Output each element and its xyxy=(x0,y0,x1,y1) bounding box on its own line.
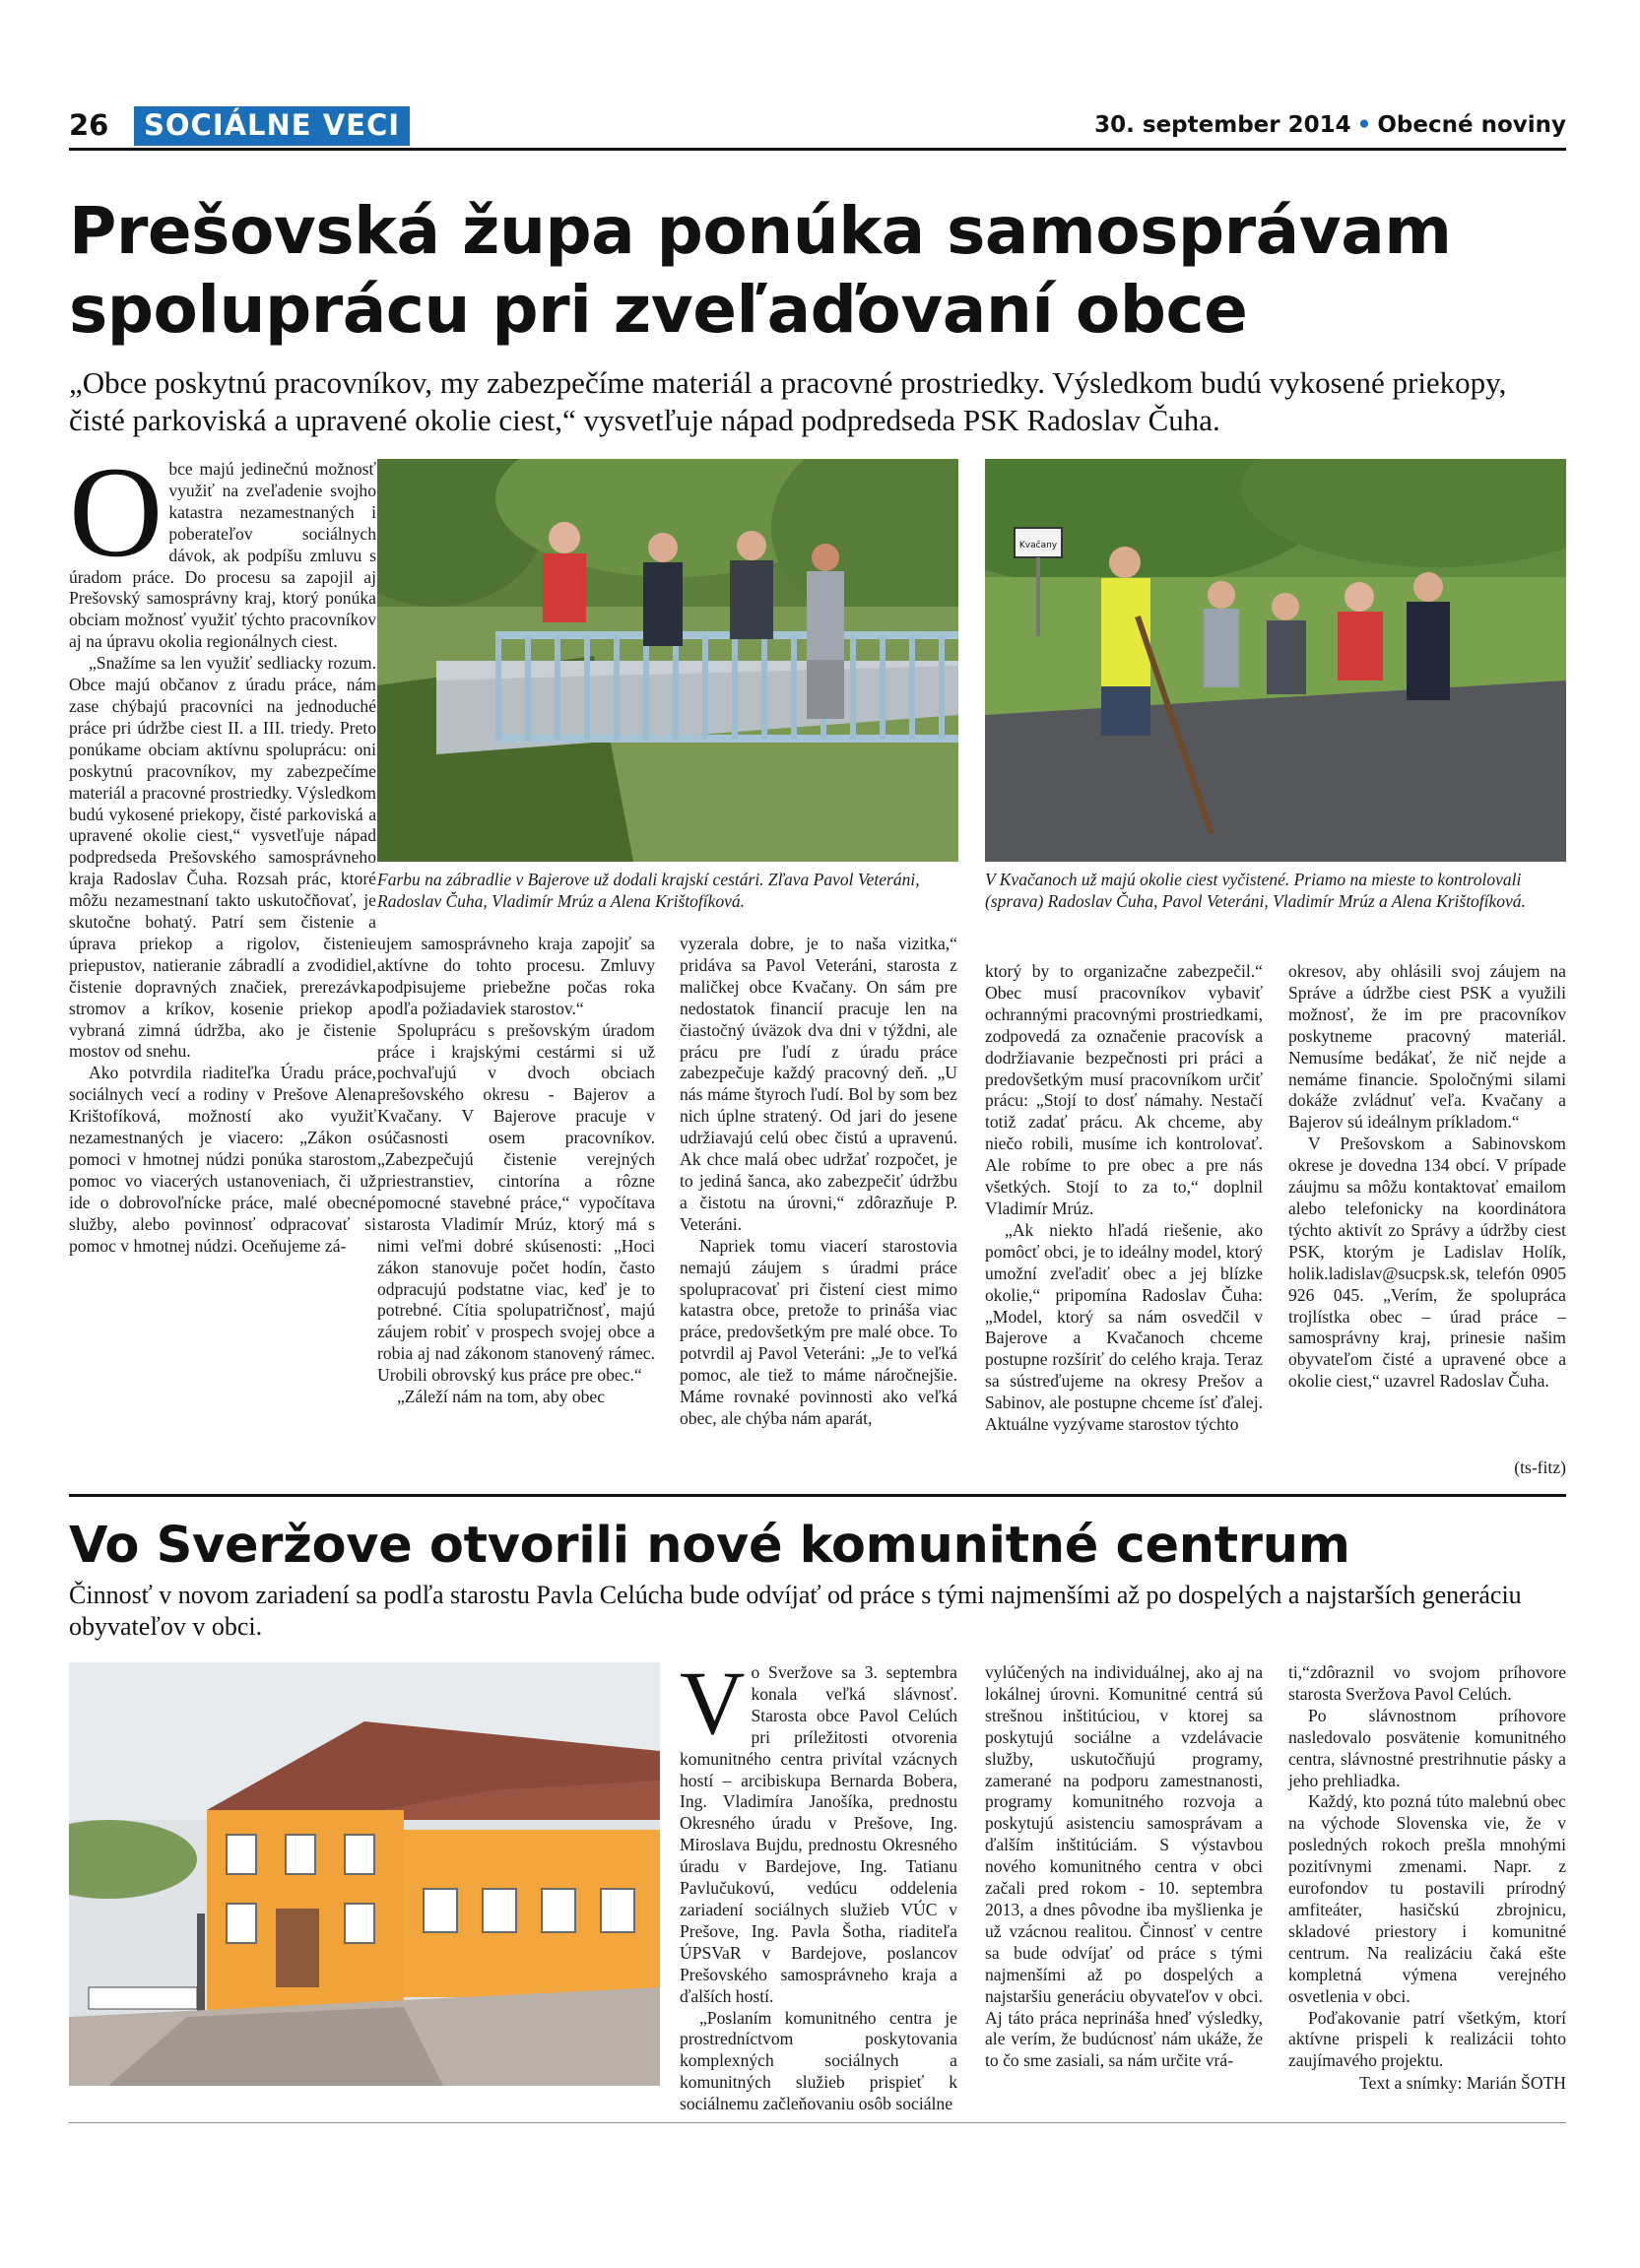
article1-column-1 xyxy=(69,439,376,1258)
article2-col1-first: o Sveržove sa 3. septembra konala veľká slávnosť. Starosta obce Pavol Celúch pri príležitosti otvorenia komunitného centra privítal vzácnych hostí – arcibiskupa Bernarda Bobera, Ing. Vladimíra Janošíka, prednostu Okresného úradu v Prešove, Ing. Miroslava Bujdu, prednostu Okresného úradu v Bardejove, Ing. Tatianu Pavlučukovú, vedúcu oddelenia zariadení sociálnych služieb VÚC v Prešove, Ing. Pavla Šotha, riaditeľa ÚPSVaR v Bardejove, poslancov Prešovského samosprávneho kraja a ďalších hostí. xyxy=(680,1662,957,2006)
article2-credit: Text a snímky: Marián ŠOTH xyxy=(1359,2073,1566,2093)
footer-rule xyxy=(69,2122,1566,2123)
road-sign-text: Kvačany xyxy=(1018,541,1058,551)
issue-info xyxy=(1094,112,1566,138)
article1-col1-first: bce majú jedinečnú možnosť využiť na zveľadenie svojho katastra nezamestnaných i poberateľov sociálnych dávok, ak podpíšu zmluvu s úradom práce. Do procesu sa zapojil aj Prešovský samosprávny kraj, ktorý ponúka obciam možnosť využiť týchto pracovníkov aj na úpravu okolia regionálnych ciest. xyxy=(69,459,376,652)
article1-col5-p2: V Prešovskom a Sabinovskom okrese je dovedna 134 obcí. V prípade záujmu sa môžu kontaktovať emailom alebo telefonicky na koordinátora týchto aktivít zo Správy a údržby ciest PSK, ktorým je Ladislav Holík, holik.ladislav@sucpsk.sk, telefón 0905 926 045. „Verím, že spolupráca trojlístka obec – úrad práce – samosprávny kraj, prinesie našim obyvateľom čisté a upravené obce a okolie ciest,“ uzavrel Radoslav Čuha. xyxy=(1288,1134,1566,1392)
header-rule xyxy=(69,148,1566,151)
article1-col1-p2: „Snažíme sa len využiť sedliacky rozum. Obce majú občanov z úradu práce, nám zase chýbajú pracovníci na jednoduché práce pri údržbe ciest II. a III. triedy. Preto ponúkame obciam aktívnu spoluprácu: oni poskytnú pracovníkov, my zabezpečíme materiál a pracovné prostriedky. Výsledkom budú vykosené priekopy, čisté parkoviská a upravené okolie ciest,“ vysvetľuje nápad podpredseda Prešovského samosprávneho kraja Radoslav Čuha. Rozsah prác, ktoré môžu nezamestnaní takto uskutočňovať, je skutočne bohatý. Patrí sem čistenie a úprava priekop a rigolov, čistenie priepustov, natieranie zábradlí a zvodidiel, čistenie dopravných značiek, prerezávka stromov a kríkov, kosenie priekop a vybraná zimná údržba, ako je čistenie mostov od snehu. xyxy=(69,653,376,1062)
article2-col3-p4: Poďakovanie patrí všetkým, ktorí aktívne prispeli k realizácii tohto zaujímavého projektu. xyxy=(1288,2007,1566,2071)
article2-column-3 xyxy=(1288,1662,1566,2072)
article1-dropcap: O xyxy=(69,439,164,584)
article1-lead: „Obce poskytnú pracovníkov, my zabezpečíme materiál a pracovné prostriedky. Výsledkom budú vykosené priekopy, čisté parkoviská a upravené okolie ciest,“ vysvetľuje nápad podpredseda PSK Radoslav Čuha. xyxy=(69,365,1507,437)
article1-column-2 xyxy=(377,934,655,1408)
page-header xyxy=(69,106,1566,150)
article1-col1-p3: Ako potvrdila riaditeľka Úradu práce, sociálnych vecí a rodiny v Prešove Alena Krištofíková, možností ako využiť nezamestnaných je viacero: „Zákon o pomoci v hmotnej núdzi ponúka starostom pomoc vo viacerých ustanoveniach, či už ide o dobrovoľnícke práce, malé obecné služby, alebo povinnosť odpracovať si pomoc v hmotnej núdzi. Oceňujeme zá- xyxy=(69,1063,376,1256)
article1-col4-p1: ktorý by to organizačne zabezpečil.“ Obec musí pracovníkov vybaviť ochrannými pracovnými prostriedkami, zodpovedá za označenie pracovísk a dodržiavanie bezpečnosti pri práci a predovšetkým musí pracovníkom určiť prácu: „Stojí to dosť námahy. Nestačí totiž zadať prácu. Ak chceme, aby niečo robili, musíme ich kontrolovať. Ale robíme to pre obec a pre nás všetkých. Stojí to za to,“ doplnil Vladimír Mrúz. xyxy=(985,961,1263,1218)
article1-headline xyxy=(69,192,1566,350)
photo-kvacany-road-image xyxy=(985,459,1566,862)
article1-col3-p1: vyzerala dobre, je to naša vizitka,“ pridáva sa Pavol Veteráni, starosta z maličkej obce Kvačany. On sám pre nedostatok financií pracuje len na čiastočný úväzok dva dni v týždni, ale prácu pre ľudí z úradu práce zabezpečuje každý pracovný deň. „U nás máme štyroch ľudí. Bol by som bez nich úplne stratený. Od jari do jesene udržiavajú celú obec čistú a upravenú. Ak chce malá obec udržať rozpočet, je to jediná šanca, ako zabezpečiť údržbu a čistotu na úrovni,“ zdôrazňuje P. Veteráni. xyxy=(680,934,957,1234)
article1-column-3 xyxy=(680,934,957,1430)
article1-credit: (ts-fitz) xyxy=(1514,1458,1566,1477)
photo-bajerov-bridge-image xyxy=(377,459,958,862)
article1-col5-p1: okresov, aby ohlásili svoj záujem na Správe a údržbe ciest PSK a využili možnosť, že im pre pracovníkov poskytneme pracovný materiál. Nemusíme bedákať, že nič nejde a nemáme financie. Spoločnými silami dokáže zvládnuť veľa. Kvačany a Bajerov sú ideálnym príkladom.“ xyxy=(1288,961,1566,1133)
article2-col2-p1: vylúčených na individuálnej, ako aj na lokálnej úrovni. Komunitné centrá sú strešnou inštitúciou, v ktorej sa poskytujú sociálne a vzdelávacie služby, uskutočňujú programy, zamerané na podporu zamestnanosti, programy komunitného rozvoja a poskytujú asistenciu samosprávam a ďalším inštitúciám. S výstavbou nového komunitného centra v obci začali pred rokom - 10. septembra 2013, a dnes pôvodne iba myšlienka je už vzácnou realitou. Činnosť v centre sa bude odvíjať od práce s tými najmenšími až po dospelých a najstaršiu generáciu obyvateľov v obci. Aj táto práca neprináša hneď výsledky, ale verím, že budúcnosť nám ukáže, že to čo sme zasiali, sa nám určite vrá- xyxy=(985,1662,1263,2071)
issue-date: 30. september 2014 xyxy=(1094,112,1351,138)
article1-col4-p2: „Ak niekto hľadá riešenie, ako pomôcť obci, je to ideálny model, ktorý umožní zveľadiť obec a jej blízke okolie,“ pripomína Radoslav Čuha: „Model, ktorý sa nám osvedčil v Bajerove a Kvačanoch chceme postupne rozšíriť do celého kraja. Teraz sa sústreďujeme na okresy Prešov a Sabinov, ale postupne chceme ísť ďalej. Aktuálne vyzývame starostov týchto xyxy=(985,1219,1263,1435)
page-number: 26 xyxy=(69,108,109,142)
article2-col3-p2: Po slávnostnom príhovore nasledovalo posvätenie komunitného centra, slávnostné prestrihnutie pásky a jeho prehliadka. xyxy=(1288,1705,1566,1790)
article1-column-4 xyxy=(985,961,1263,1436)
section-badge: SOCIÁLNE VECI xyxy=(134,106,410,146)
article1-headline-line2: spoluprácu pri zveľaďovaní obce xyxy=(69,272,1248,348)
issue-separator: • xyxy=(1356,112,1372,138)
article2-col1-p2: „Poslaním komunitného centra je prostredníctvom poskytovania komplexných sociálnych a komunitných služieb prispieť k sociálnemu začleňovaniu osôb sociálne xyxy=(680,2007,957,2114)
article2-dropcap: V xyxy=(680,1652,746,1753)
article2-column-1 xyxy=(680,1652,957,2115)
article2-lead: Činnosť v novom zariadení sa podľa starostu Pavla Celúcha bude odvíjať od práce s tými najmenšími až po dospelých a najstarších generáciu obyvateľov v obci. xyxy=(69,1581,1522,1641)
article1-col2-p3: „Záleží nám na tom, aby obec xyxy=(397,1387,606,1407)
section-divider xyxy=(69,1494,1566,1497)
photo-community-center-image xyxy=(69,1662,660,2086)
article1-headline-line1: Prešovská župa ponúka samosprávam xyxy=(69,193,1452,269)
publication-name: Obecné noviny xyxy=(1377,112,1566,138)
caption-kvacany: V Kvačanoch už majú okolie ciest vyčistené. Priamo na mieste to kontrolovali (sprava) Radoslav Čuha, Pavol Veteráni, Vladimír Mrúz a Alena Krištofíková. xyxy=(985,870,1526,911)
article1-col3-p2: Napriek tomu viacerí starostovia nemajú záujem s úradmi práce spolupracovať pri čistení ciest mimo katastra obce, pretože to prináša viac práce, predovšetkým pre malé obce. To potvrdil aj Pavol Veteráni: „Je to veľká pomoc, ale tiež to máme náročnejšie. Máme rovnaké povinnosti ako veľká obec, ale chýba nám aparát, xyxy=(680,1235,957,1428)
article1-col2-p2: Spoluprácu s prešovským úradom práce i krajskými cestármi si už pochvaľujú v dvoch obciach prešovského okresu - Bajerov a Kvačany. V Bajerove pracuje v súčasnosti osem pracovníkov. „Zabezpečujú čistenie verejných priestranstiev, cintorína a rôzne pomocné stavebné práce,“ vypočítava starosta Vladimír Mrúz, ktorý má s nimi veľmi dobré skúsenosti: „Hoci zákon stanovuje počet hodín, často odpracujú podstatne viac, keď je to potrebné. Cítia spolupatričnosť, majú záujem robiť v prospech svojej obce a robia aj nad zákonom stanovený rámec. Urobili obrovský kus práce pre obec.“ xyxy=(377,1019,655,1386)
photo-community-center xyxy=(69,1662,660,2086)
article2-col3-p1: ti,“zdôraznil vo svojom príhovore starosta Sveržova Pavol Celúch. xyxy=(1288,1662,1566,1704)
article1-column-5 xyxy=(1288,961,1566,1393)
article2-col3-p3: Každý, kto pozná túto malebnú obec na východe Slovenska vie, že v posledných rokoch prešla mnohými pozitívnymi zmenami. Napr. z eurofondov tu postavili prírodný amfiteáter, hasičskú zbrojnicu, skladové priestory i komunitné centrum. Na realizáciu čaká ešte kompletná výmena verejného osvetlenia v obci. xyxy=(1288,1791,1566,2006)
article2-headline: Vo Sveržove otvorili nové komunitné centrum xyxy=(69,1517,1350,1575)
photo-bajerov-bridge xyxy=(377,459,958,862)
caption-bajerov: Farbu na zábradlie v Bajerove už dodali krajskí cestári. Zľava Pavol Veteráni, Radoslav Čuha, Vladimír Mrúz a Alena Krištofíková. xyxy=(377,870,920,911)
article2-column-2 xyxy=(985,1662,1263,2072)
photo-kvacany-road xyxy=(985,459,1566,862)
article1-col2-p1: ujem samosprávneho kraja zapojiť sa aktívne do tohto procesu. Zmluvy podpisujeme priebežne počas roka podľa požiadaviek starostov.“ xyxy=(377,934,655,1018)
